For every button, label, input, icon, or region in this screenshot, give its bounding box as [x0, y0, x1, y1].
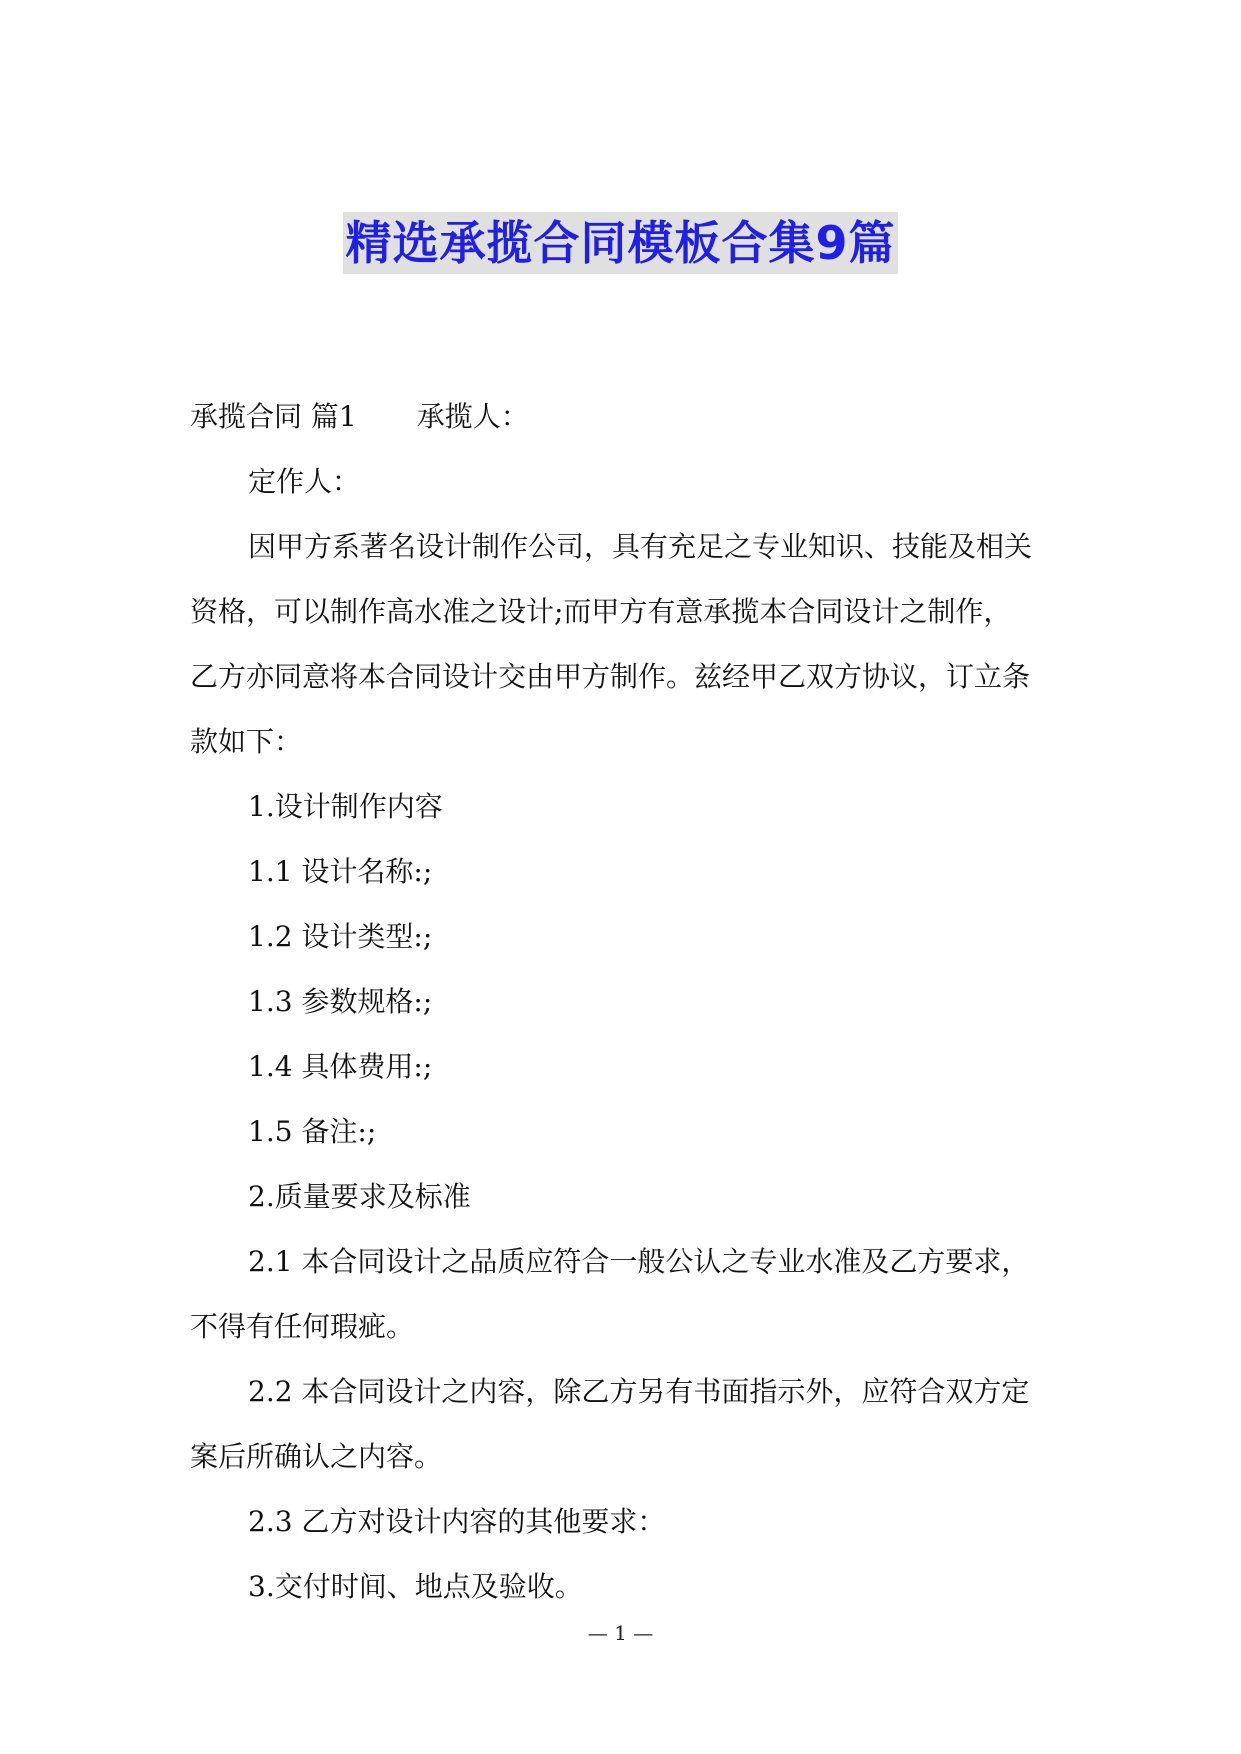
text-line: 1.设计制作内容	[248, 790, 443, 823]
text-line: 2.质量要求及标准	[248, 1180, 471, 1213]
paragraph-lines	[190, 449, 1055, 1619]
document-body	[190, 384, 1055, 1619]
article-heading: 承揽合同 篇1	[190, 400, 357, 433]
text-line: 2.3 乙方对设计内容的其他要求：	[248, 1505, 666, 1538]
text-line: 1.4 具体费用:;	[248, 1050, 433, 1083]
article-heading-line	[190, 384, 1055, 449]
text-line: 因甲方系著名设计制作公司，具有充足之专业知识、技能及相关	[248, 530, 1033, 563]
text-line: 款如下：	[190, 725, 303, 758]
document-title: 精选承揽合同模板合集9篇	[343, 212, 897, 274]
page-number: — 1 —	[587, 1621, 654, 1645]
text-line: 案后所确认之内容。	[190, 1440, 443, 1473]
text-line: 2.1 本合同设计之品质应符合一般公认之专业水准及乙方要求，	[248, 1245, 1030, 1278]
text-line: 1.3 参数规格:;	[248, 985, 433, 1018]
text-line: 乙方亦同意将本合同设计交由甲方制作。兹经甲乙双方协议，订立条	[190, 660, 1031, 693]
text-line: 1.5 备注:;	[248, 1115, 377, 1148]
title-container	[0, 212, 1241, 274]
text-line: 不得有任何瑕疵。	[190, 1310, 415, 1343]
text-line: 3.交付时间、地点及验收。	[248, 1570, 583, 1603]
text-line: 1.2 设计类型:;	[248, 920, 433, 953]
text-line: 2.2 本合同设计之内容，除乙方另有书面指示外，应符合双方定	[248, 1375, 1030, 1408]
text-line: 资格，可以制作高水准之设计;而甲方有意承揽本合同设计之制作，	[190, 595, 1012, 628]
contractor-label: 承揽人：	[416, 400, 529, 433]
text-line: 定作人：	[248, 465, 361, 498]
text-line: 1.1 设计名称:;	[248, 855, 433, 888]
